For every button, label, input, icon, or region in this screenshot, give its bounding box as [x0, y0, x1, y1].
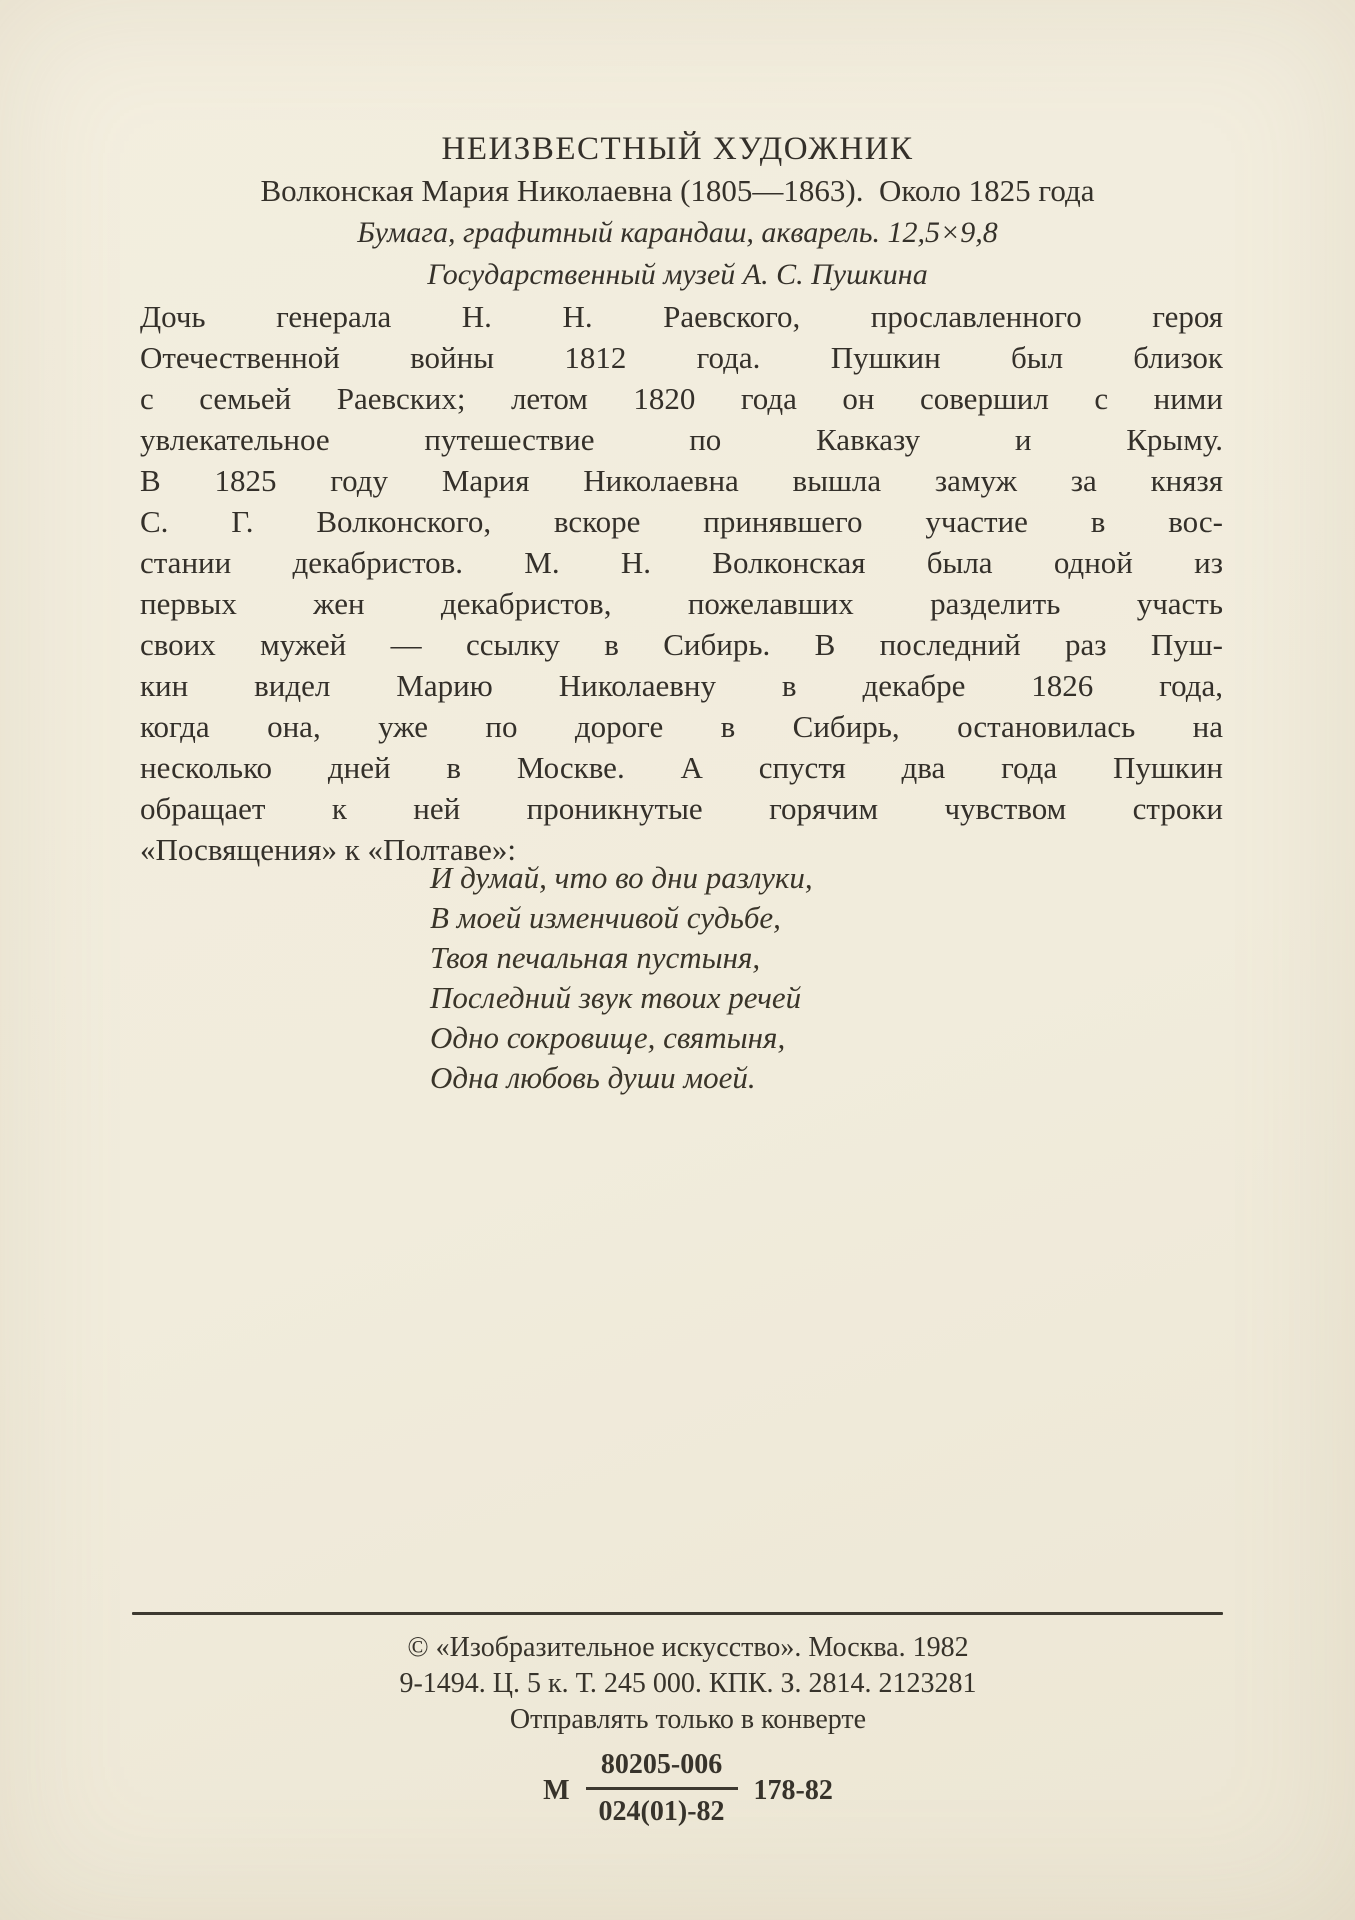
- poem-line: Последний звук твоих речей: [430, 980, 802, 1015]
- body-text-line: Отечественной войны 1812 года. Пушкин был близок: [140, 340, 1223, 375]
- body-text-line: когда она, уже по дороге в Сибирь, остановилась на: [140, 709, 1223, 744]
- mailing-note: Отправлять только в конверте: [509, 1704, 867, 1735]
- body-text-line: своих мужей — ссылку в Сибирь. В последний раз Пуш-: [140, 627, 1223, 662]
- poem-line: Одно сокровище, святыня,: [430, 1020, 786, 1055]
- catalog-letter: М: [543, 1774, 570, 1806]
- order-number: 178-82: [753, 1774, 833, 1806]
- poem-line: В моей изменчивой судьбе,: [430, 900, 781, 935]
- body-text-line: увлекательное путешествие по Кавказу и Крыму.: [140, 422, 1223, 457]
- divider-line: [132, 1612, 1223, 1615]
- print-code-line: 9-1494. Ц. 5 к. Т. 245 000. КПК. З. 2814. 2123281: [399, 1668, 977, 1699]
- artwork-medium: Бумага, графитный карандаш, акварель. 12,5×9,8: [357, 216, 998, 249]
- body-text-line: В 1825 году Мария Николаевна вышла замуж за князя: [140, 463, 1223, 498]
- body-text-line: Дочь генерала Н. Н. Раевского, прославленного героя: [140, 299, 1223, 334]
- poem-line: Одна любовь души моей.: [430, 1060, 756, 1095]
- description-paragraph: [140, 296, 1223, 870]
- body-text-line: «Посвящения» к «Полтаве»:: [140, 832, 516, 867]
- body-text-line: кин видел Марию Николаевну в декабре 1826 года,: [140, 668, 1223, 703]
- artwork-subtitle: Волконская Мария Николаевна (1805—1863). Около 1825 года: [260, 173, 1095, 208]
- poem-block: [430, 858, 813, 1098]
- body-text-line: обращает к ней проникнутые горячим чувством строки: [140, 791, 1223, 826]
- catalog-fraction: [586, 1748, 738, 1829]
- poem-line: Твоя печальная пустыня,: [430, 940, 761, 975]
- imprint-block: [21, 1630, 1355, 1829]
- copyright-line: © «Изобразительное искусство». Москва. 1982: [407, 1632, 969, 1663]
- poem-line: И думай, что во дни разлуки,: [430, 860, 813, 895]
- body-text-line: стании декабристов. М. Н. Волконская была одной из: [140, 545, 1223, 580]
- artwork-museum: Государственный музей А. С. Пушкина: [427, 258, 928, 291]
- body-text-line: С. Г. Волконского, вскоре принявшего участие в вос-: [140, 504, 1223, 539]
- body-text-line: первых жен декабристов, пожелавших разделить участь: [140, 586, 1223, 621]
- catalog-number: [21, 1748, 1355, 1829]
- fraction-bar: [586, 1787, 738, 1790]
- catalog-denominator: 024(01)-82: [598, 1796, 725, 1827]
- catalog-numerator: 80205-006: [600, 1749, 723, 1780]
- body-text-line: несколько дней в Москве. А спустя два года Пушкин: [140, 750, 1223, 785]
- caption-header: [0, 128, 1355, 296]
- body-text-line: с семьей Раевских; летом 1820 года он совершил с ними: [140, 381, 1223, 416]
- artist-title: НЕИЗВЕСТНЫЙ ХУДОЖНИК: [441, 131, 914, 167]
